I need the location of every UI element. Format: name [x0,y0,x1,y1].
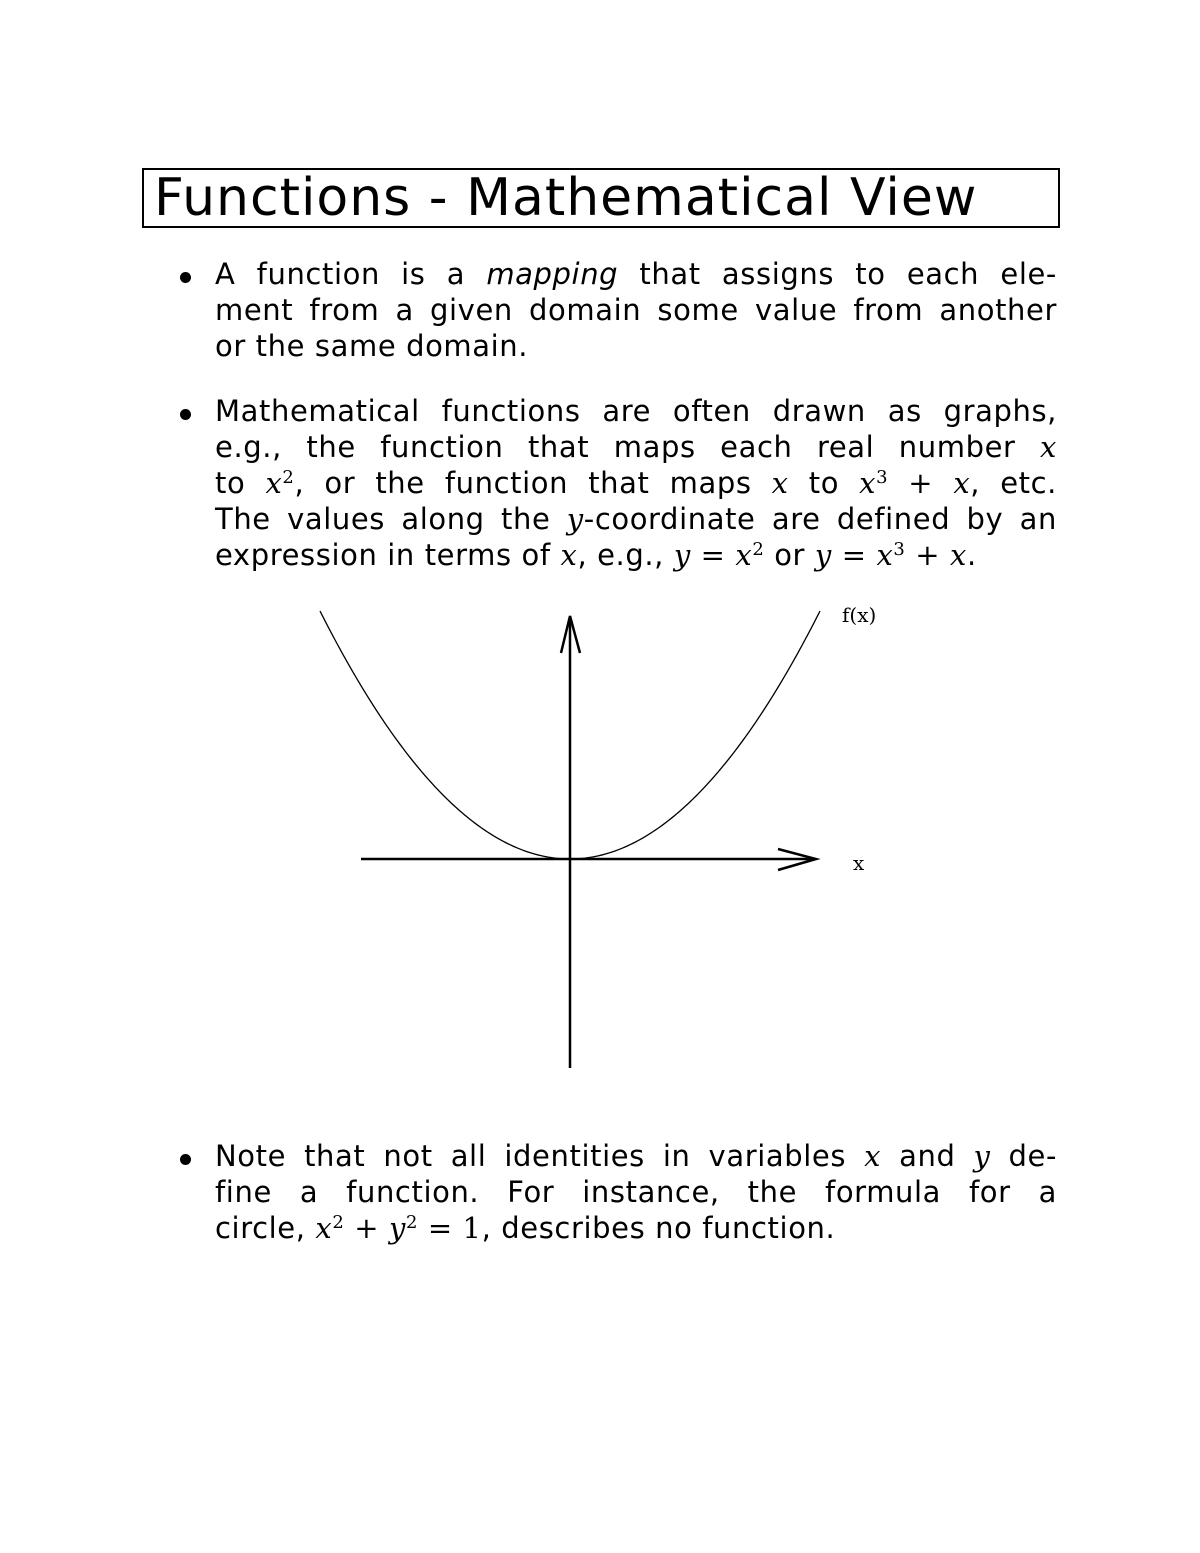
bullet-point-2 [180,409,191,420]
bullet-point-3 [180,1154,191,1165]
bullet-1-line-2: ment from a given domain some value from another [215,293,1057,327]
y-axis-label: f(x) [842,603,877,627]
emphasis-mapping: mapping [486,257,619,291]
x-axis-label: x [853,851,865,875]
slide-title: Functions - Mathematical View [142,168,1060,228]
bullet-text-1 [215,256,1057,364]
bullet-2-line-5: expression in terms of x, e.g., $y = x^2$ or $y = x^3 + x$. [215,538,977,572]
bullet-2-line-2: e.g., the function that maps each real number x [215,430,1057,464]
bullet-3-line-3: circle, $x^2 + y^2 = 1$, describes no function. [215,1211,836,1245]
bullet-2-line-4: The values along the y-coordinate are defined by an [215,502,1057,536]
bullet-3-line-1: Note that not all identities in variables x and y de- [215,1139,1058,1173]
bullet-2-line-1: Mathematical functions are often drawn as graphs, [215,394,1057,428]
bullet-text-2 [215,393,1057,573]
bullet-text-3 [215,1138,1057,1246]
bullet-3-line-2: fine a function. For instance, the formula for a [215,1175,1057,1209]
bullet-point-1 [180,272,191,283]
parabola-graph [300,600,920,1080]
bullet-2-line-3: to $x^2$, or the function that maps x to $x^3 + x$, etc. [215,466,1057,500]
bullet-1-line-1: A function is a mapping that assigns to each ele- [215,257,1057,291]
bullet-1-line-3: or the same domain. [215,329,529,363]
